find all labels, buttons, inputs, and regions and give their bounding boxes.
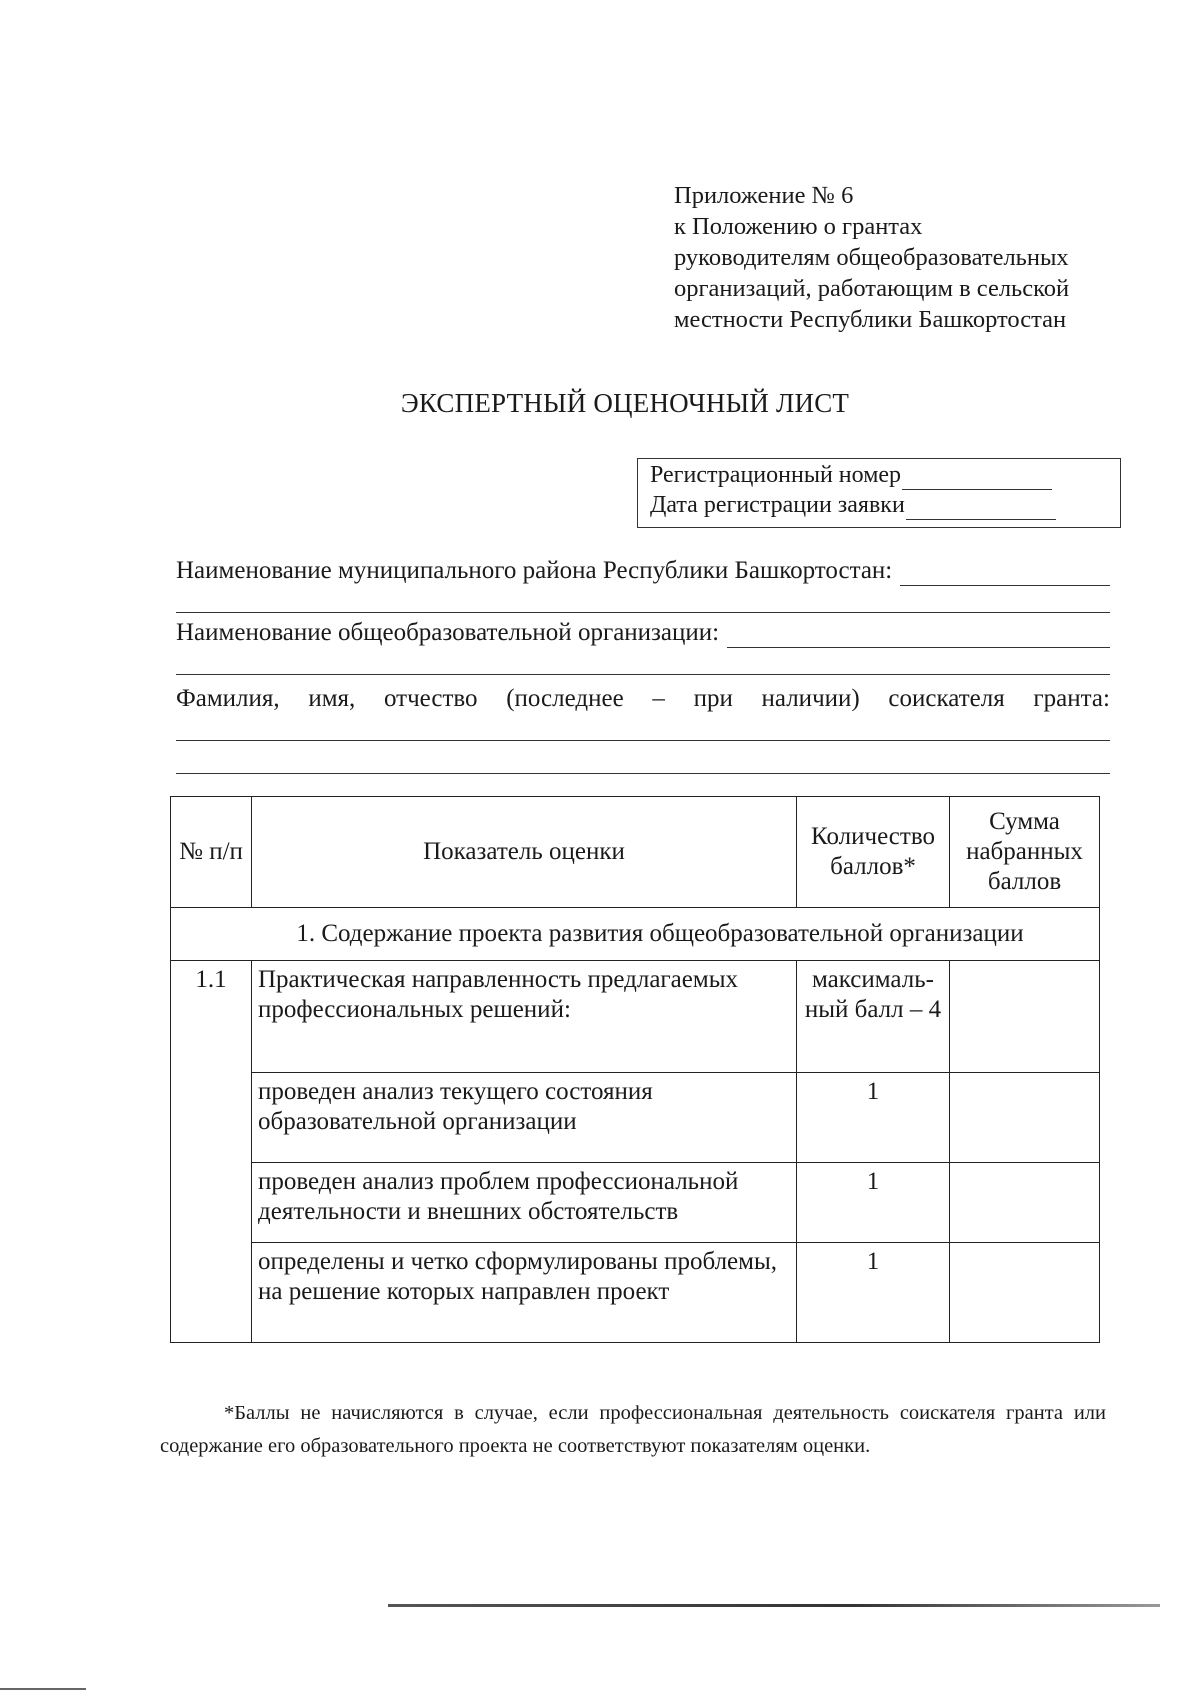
item-indicator: Практическая направленность предлагаемых профессиональных решений:: [252, 961, 797, 1073]
organization-label: Наименование общеобразовательной организации:: [176, 619, 720, 646]
item-num: 1.1: [171, 961, 252, 1343]
section-row: [171, 908, 1100, 961]
applicant-field: [176, 684, 1110, 774]
registration-date-label: Дата регистрации заявки: [650, 492, 905, 518]
criterion-sum-cell[interactable]: [950, 1163, 1100, 1243]
registration-date-row: [650, 490, 1120, 520]
criterion-sum-cell[interactable]: [950, 1073, 1100, 1163]
organization-field: [176, 618, 1110, 675]
scan-divider-line: [388, 1604, 1160, 1607]
table-row: [171, 961, 1100, 1073]
applicant-word: –: [652, 685, 665, 712]
district-row: [176, 556, 1110, 586]
scan-edge-mark: [0, 1688, 86, 1690]
appendix-line: местности Республики Башкортостан: [674, 306, 1067, 333]
criterion-points: 1: [797, 1163, 950, 1243]
registration-number-row: [650, 460, 1120, 490]
table-row: [171, 1163, 1100, 1243]
criterion-sum-cell[interactable]: [950, 1243, 1100, 1343]
organization-blank[interactable]: [727, 623, 1110, 648]
table-row: [171, 1243, 1100, 1343]
applicant-label: [176, 684, 1110, 714]
criterion-text: проведен анализ проблем профессиональной деятельности и внешних обстоятельств: [252, 1163, 797, 1243]
appendix-line: к Положению о грантах: [674, 213, 923, 240]
header-sum: Сумма набранных баллов: [950, 797, 1100, 908]
applicant-word: имя,: [308, 685, 356, 712]
criterion-points: 1: [797, 1073, 950, 1163]
criterion-text: определены и четко сформулированы проблемы, на решение которых направлен проект: [252, 1243, 797, 1343]
appendix-header: [674, 180, 1144, 335]
section-title: 1. Содержание проекта развития общеобразовательной организации: [171, 908, 1100, 961]
table-row: [171, 1073, 1100, 1163]
item-max-points: максималь-ный балл – 4: [797, 961, 950, 1073]
item-sum-cell[interactable]: [950, 961, 1100, 1073]
footnote: *Баллы не начисляются в случае, если профессиональная деятельность соискателя гранта или содержание его образовательного проекта не соответствуют показателям оценки.: [160, 1402, 1106, 1457]
applicant-word: Фамилия,: [176, 685, 280, 712]
applicant-word: отчество: [383, 685, 478, 712]
applicant-word: наличии): [761, 685, 860, 712]
appendix-line: руководителям общеобразовательных: [674, 244, 1069, 271]
district-blank-line[interactable]: [176, 586, 1110, 613]
applicant-word: соискателя: [888, 685, 1005, 712]
registration-number-label: Регистрационный номер: [650, 462, 902, 488]
document-title: ЭКСПЕРТНЫЙ ОЦЕНОЧНЫЙ ЛИСТ: [400, 388, 850, 418]
applicant-blank-line-1[interactable]: [176, 714, 1110, 741]
evaluation-table: [170, 796, 1100, 1343]
registration-box: [637, 458, 1121, 528]
district-blank[interactable]: [900, 561, 1110, 586]
district-label: Наименование муниципального района Республики Башкортостан:: [176, 557, 893, 584]
registration-number-blank[interactable]: [902, 465, 1052, 490]
organization-blank-line[interactable]: [176, 648, 1110, 675]
registration-date-blank[interactable]: [906, 495, 1056, 520]
appendix-line: Приложение № 6: [674, 182, 854, 209]
applicant-word: гранта:: [1033, 685, 1110, 712]
header-num: № п/п: [171, 797, 252, 908]
organization-row: [176, 618, 1110, 648]
criterion-points: 1: [797, 1243, 950, 1343]
applicant-word: при: [693, 685, 733, 712]
table-header-row: [171, 797, 1100, 908]
applicant-word: (последнее: [506, 685, 624, 712]
applicant-blank-line-2[interactable]: [176, 741, 1110, 774]
district-field: [176, 556, 1110, 613]
header-points: Количество баллов*: [797, 797, 950, 908]
appendix-line: организаций, работающим в сельской: [674, 275, 1070, 302]
criterion-text: проведен анализ текущего состояния образовательной организации: [252, 1073, 797, 1163]
header-indicator: Показатель оценки: [252, 797, 797, 908]
